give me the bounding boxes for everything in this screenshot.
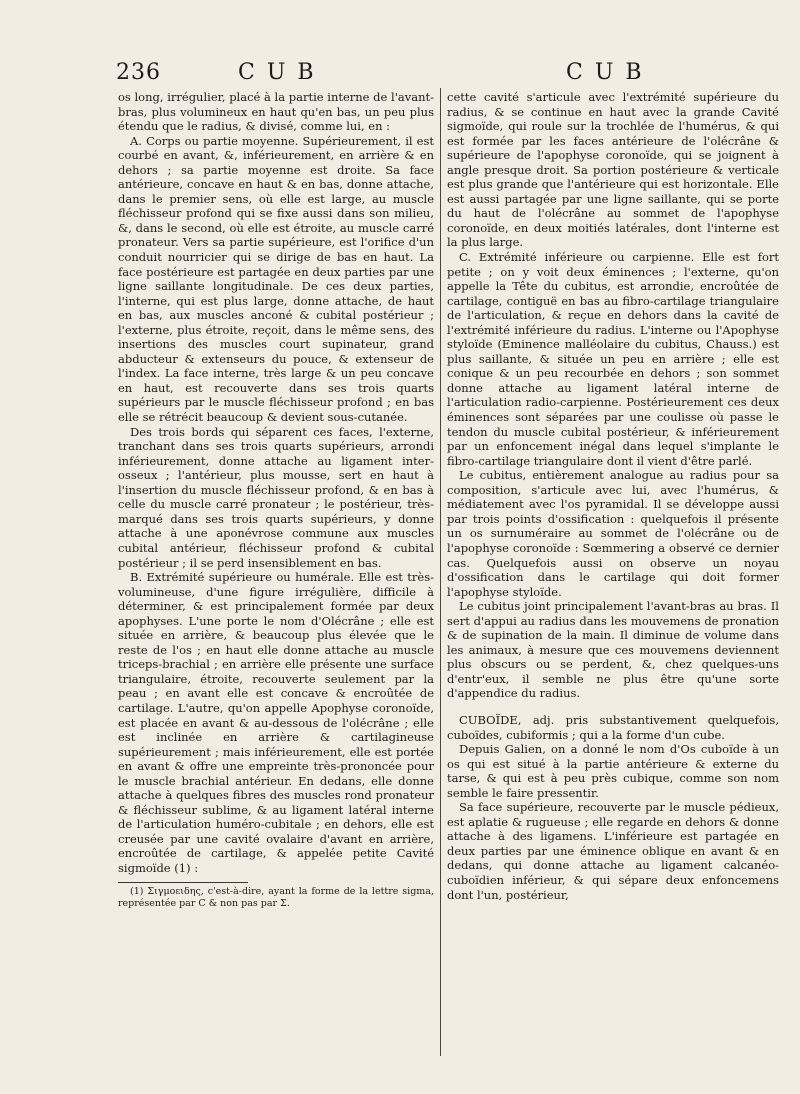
running-head-left: CUB xyxy=(238,60,326,85)
right-column xyxy=(447,90,779,902)
paragraph: A. Corps ou partie moyenne. Supérieurement, il est courbé en avant, &, inférieurement, en arrière & en dehors ; sa partie moyenne est droite. Sa face antérieure, concave en haut & en bas, donne attache, dans le premier sens, où elle est large, au muscle fléchisseur profond qui se fixe aussi dans son milieu, &, dans le second, où elle est étroite, au muscle carré pronateur. Vers sa partie supérieure, est l'orifice d'un conduit nourricier qui se dirige de bas en haut. La face postérieure est partagée en deux parties par une ligne saillante longitudinale. De ces deux parties, l'interne, qui est plus large, donne attache, de haut en bas, aux muscles anconé & cubital postérieur ; l'externe, plus étroite, reçoit, dans le même sens, des insertions des muscles court supinateur, grand abducteur & extenseurs du pouce, & extenseur de l'index. La face interne, très large & un peu concave en haut, est recouverte dans ses trois quarts supérieurs par le muscle fléchisseur profond ; en bas elle se rétrécit beaucoup & devient sous-cutanée. xyxy=(118,133,434,425)
paragraph: Depuis Galien, on a donné le nom d'Os cuboïde à un os qui est situé à la partie antérieure & externe du tarse, & qui est à peu près cubique, comme son nom semble le faire pressentir. xyxy=(447,742,779,800)
paragraph: Le cubitus joint principalement l'avant-bras au bras. Il sert d'appui au radius dans les mouvemens de pronation & de supination de la main. Il diminue de volume dans les animaux, à mesure que ces mouvemens deviennent plus obscurs ou se perdent, &, chez quelques-uns d'entr'eux, il semble ne plus être qu'une sorte d'appendice du radius. xyxy=(447,599,779,701)
left-column xyxy=(118,90,434,910)
dictionary-entry-cuboide: CUBOÏDE, adj. pris substantivement quelquefois, cuboïdes, cubiformis ; qui a la forme d'un cube. xyxy=(447,712,779,742)
paragraph: B. Extrémité supérieure ou humérale. Elle est très-volumineuse, d'une figure irrégulière, difficile à déterminer, & est principalement formée par deux apophyses. L'une porte le nom d'Olécrâne ; elle est située en arrière, & beaucoup plus élevée que le reste de l'os ; en haut elle donne attache au muscle triceps-brachial ; en arrière elle présente une surface triangulaire, étroite, recouverte seulement par la peau ; en avant elle est concave & encroûtée de cartilage. L'autre, qu'on appelle Apophyse coronoïde, est placée en avant & au-dessous de l'olécrâne ; elle est inclinée en arrière & cartilagineuse supérieurement ; mais inférieurement, elle est portée en avant & offre une empreinte très-prononcée pour le muscle brachial antérieur. En dedans, elle donne attache à quelques fibres des muscles rond pronateur & fléchisseur sublime, & au ligament latéral interne de l'articulation huméro-cubitale ; en dehors, elle est creusée par une cavité ovalaire d'avant en arrière, encroûtée de cartilage, & appelée petite Cavité sigmoïde (1) : xyxy=(118,570,434,875)
footnote: (1) Σιγμοειδης, c'est-à-dire, ayant la forme de la lettre sigma, représentée par C & non pas par Σ. xyxy=(118,885,434,909)
paragraph: C. Extrémité inférieure ou carpienne. Elle est fort petite ; on y voit deux éminences ; l'externe, qu'on appelle la Tête du cubitus, est arrondie, encroûtée de cartilage, contiguë en bas au fibro-cartilage triangulaire de l'articulation, & reçue en dehors dans la cavité de l'extrémité inférieure du radius. L'interne ou l'Apophyse styloïde (Eminence malléolaire du cubitus, Chauss.) est plus saillante, & située un peu en arrière ; elle est conique & un peu recourbée en dehors ; son sommet donne attache au ligament latéral interne de l'articulation radio-carpienne. Postérieurement ces deux éminences sont séparées par une coulisse où passe le tendon du muscle cubital postérieur, & inférieurement par un enfoncement inégal dans lequel s'implante le fibro-cartilage triangulaire dont il vient d'être parlé. xyxy=(447,250,779,468)
paragraph: Des trois bords qui séparent ces faces, l'externe, tranchant dans ses trois quarts supérieurs, arrondi inférieurement, donne attache au ligament inter-osseux ; l'antérieur, plus mousse, sert en haut à l'insertion du muscle fléchisseur profond, & en bas à celle du muscle carré pronateur ; le postérieur, très-marqué dans ses trois quarts supérieurs, y donne attache à une aponévrose commune aux muscles cubital antérieur, fléchisseur profond & cubital postérieur ; il se perd insensiblement en bas. xyxy=(118,424,434,570)
running-head-right: CUB xyxy=(566,60,654,85)
footnote-rule xyxy=(118,882,248,883)
page-header xyxy=(0,58,800,88)
paragraph: os long, irrégulier, placé à la partie interne de l'avant-bras, plus volumineux en haut qu'en bas, un peu plus étendu que le radius, & divisé, comme lui, en : xyxy=(118,90,434,134)
column-divider xyxy=(440,88,441,1056)
paragraph: Le cubitus, entièrement analogue au radius pour sa composition, s'articule avec lui, avec l'humérus, & médiatement avec l'os pyramidal. Il se développe aussi par trois points d'ossification : quelquefois il présente un os surnuméraire au sommet de l'olécrâne ou de l'apophyse coronoïde : Sœmmering a observé ce dernier cas. Quelquefois aussi on observe un noyau d'ossification dans le cartilage qui doit former l'apophyse styloïde. xyxy=(447,468,779,599)
paragraph: Sa face supérieure, recouverte par le muscle pédieux, est aplatie & rugueuse ; elle regarde en dehors & donne attache à des ligamens. L'inférieure est partagée en deux parties par une éminence oblique en avant & en dedans, qui donne attache au ligament calcanéo-cuboïdien inférieur, & qui sépare deux enfoncemens dont l'un, postérieur, xyxy=(447,800,779,902)
paragraph: cette cavité s'articule avec l'extrémité supérieure du radius, & se continue en haut avec la grande Cavité sigmoïde, qui roule sur la trochlée de l'humérus, & qui est formée par les faces antérieure de l'olécrâne & supérieure de l'apophyse coronoïde, qui se joignent à angle presque droit. Sa portion postérieure & verticale est plus grande que l'antérieure qui est horizontale. Elle est aussi partagée par une ligne saillante, qui se porte du haut de l'olécrâne au sommet de l'apophyse coronoïde, en deux moitiés latérales, dont l'interne est la plus large. xyxy=(447,90,779,250)
page-number: 236 xyxy=(116,60,161,85)
